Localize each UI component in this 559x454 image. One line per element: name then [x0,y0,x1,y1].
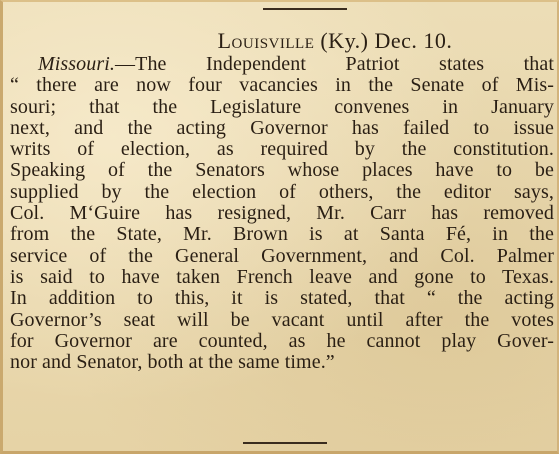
article-line: writs of election, as required by the constitution. [10,138,554,161]
article-line: Governor’s seat will be vacant until after the votes [10,308,554,331]
article-line: souri; that the Legislature convenes in January [10,95,554,118]
article-line: next, and the acting Governor has failed to issue [10,116,554,139]
article-line: is said to have taken French leave and gone to Texas. [10,265,554,288]
article-line: “ there are now four vacancies in the Senate of Mis- [10,74,554,97]
article-line: nor and Senator, both at the same time.” [10,351,335,374]
article-line: for Governor are counted, as he cannot play Gover- [10,329,554,352]
article-line: supplied by the election of others, the editor says, [10,180,554,203]
dateline [3,29,557,53]
dateline-rest: (Ky.) Dec. 10. [314,28,453,53]
article-lead: Missouri. [38,53,116,75]
article-line: In addition to this, it is stated, that “ the acting [10,287,554,310]
bottom-rule [243,442,327,444]
top-rule [263,8,347,10]
article-line: service of the General Government, and Col. Palmer [10,244,554,267]
dateline-place: Louisville [217,28,315,53]
article-line: Speaking of the Senators whose places have to be [10,159,554,182]
article-line: Missouri.—The Independent Patriot states that [38,53,554,75]
article-line: from the State, Mr. Brown is at Santa Fé, in the [10,223,554,246]
article-line: Col. M‘Guire has resigned, Mr. Carr has removed [10,202,554,225]
article-body [10,54,554,373]
